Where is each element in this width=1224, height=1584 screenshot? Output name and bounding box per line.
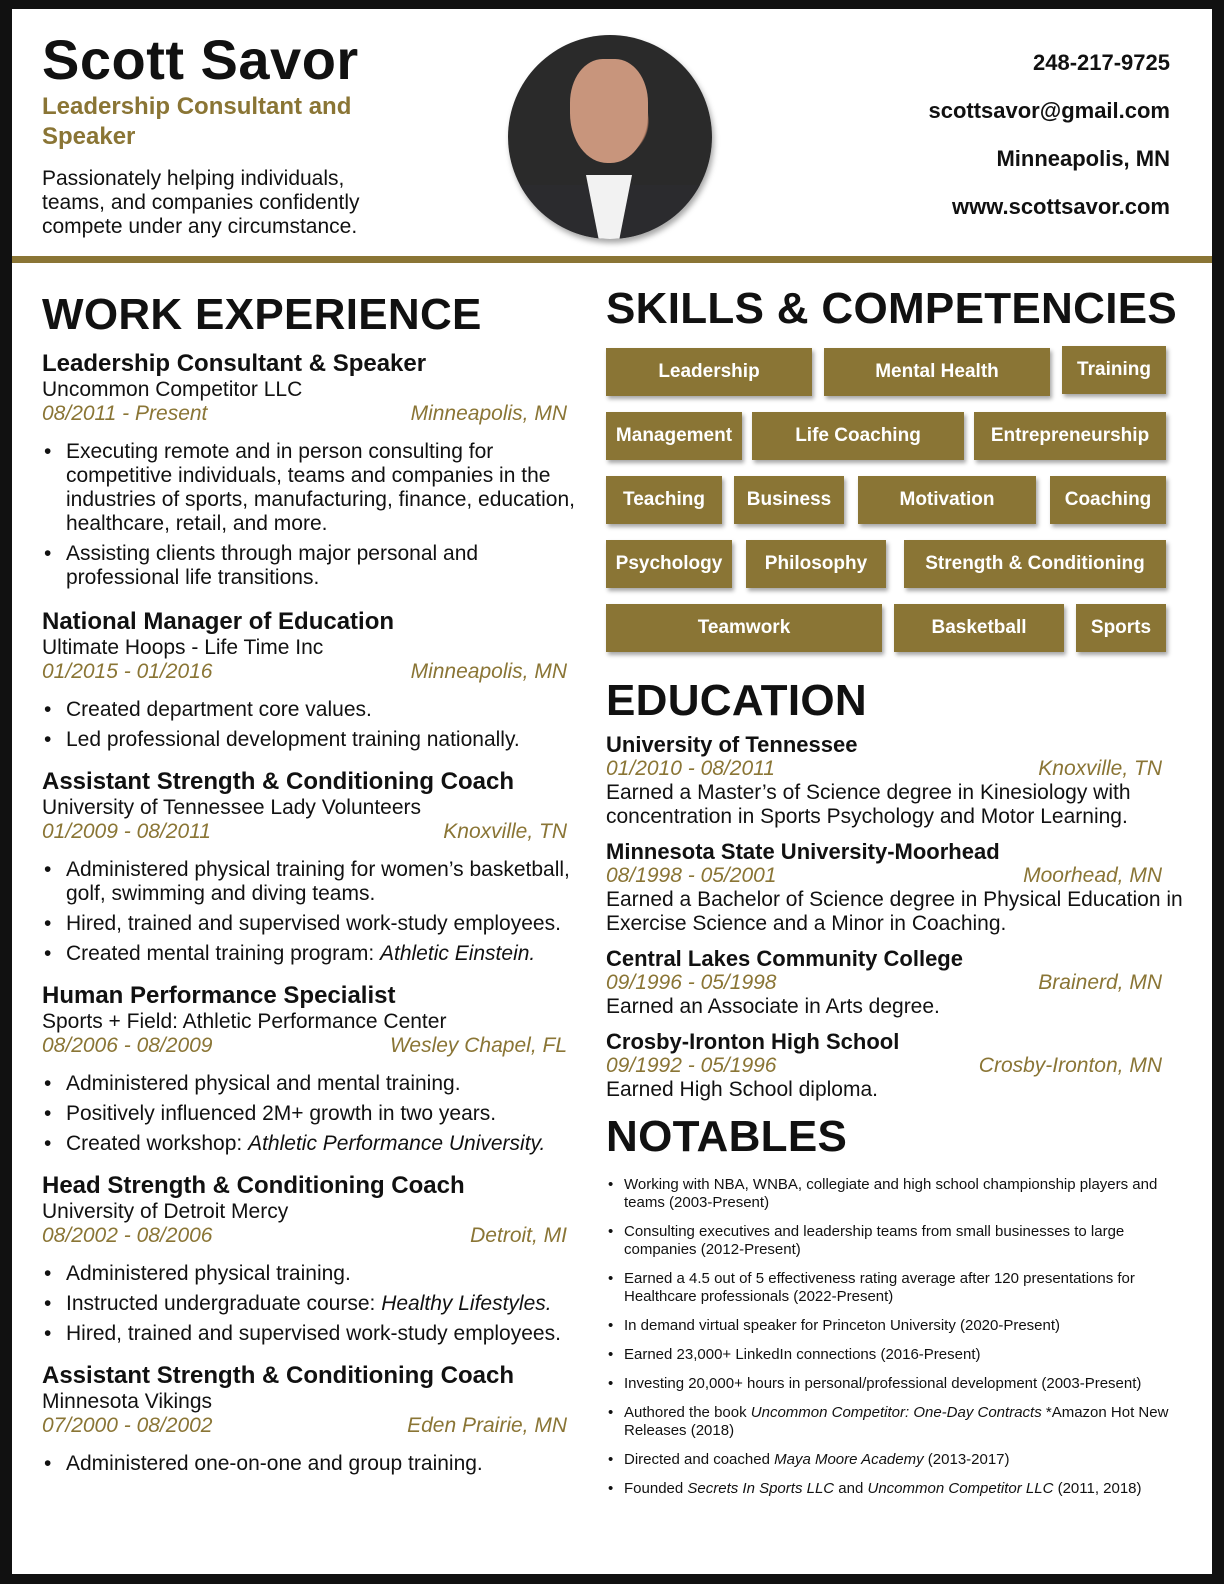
skills-grid [606,348,1186,718]
job-title: Assistant Strength & Conditioning Coach [42,1362,514,1389]
notable-item: • Earned 23,000+ LinkedIn connections (2016-Present) [606,1346,1186,1364]
contact-website[interactable]: www.scottsavor.com [951,194,1170,219]
job-bullet: • Created mental training program: Athletic Einstein. [42,942,587,966]
school-location: Knoxville, TN [1038,757,1162,780]
section-heading-notables: NOTABLES [606,1112,848,1161]
job-org: Ultimate Hoops - Life Time Inc [42,636,324,659]
job-org: University of Detroit Mercy [42,1200,289,1223]
job-bullet: • Instructed undergraduate course: Healthy Lifestyles. [42,1292,587,1316]
school-description: Earned a Bachelor of Science degree in Physical Education in Exercise Science and a Minor in Coaching. [606,888,1183,935]
job-title: Leadership Consultant & Speaker [42,350,427,377]
job-dates: 07/2000 - 08/2002 [42,1414,213,1437]
job-bullet: • Executing remote and in person consulting for competitive individuals, teams and companies in the industries of sports, manufacturing, finance, education, healthcare, retail, and more. [42,440,587,536]
skill-tag: Mental Health [824,348,1050,396]
job-bullet: • Administered physical training for women’s basketball, golf, swimming and diving teams. [42,858,587,906]
job-title: Head Strength & Conditioning Coach [42,1172,465,1199]
job-bullet: • Created department core values. [42,698,587,722]
education-entry [606,946,1186,1019]
skill-tag: Psychology [606,540,732,588]
notable-item: • Consulting executives and leadership teams from small businesses to large companies (2012-Present) [606,1223,1186,1259]
skill-tag: Coaching [1050,476,1166,524]
school-dates: 01/2010 - 08/2011 [606,757,775,780]
job-location: Knoxville, TN [443,820,567,843]
school-location: Brainerd, MN [1038,971,1162,994]
job-bullet: • Administered one-on-one and group training. [42,1452,587,1476]
notable-item: • Earned a 4.5 out of 5 effectiveness rating average after 120 presentations for Healthcare professionals (2022-Present) [606,1270,1186,1306]
skill-tag: Training [1062,346,1166,394]
job-location: Wesley Chapel, FL [389,1034,567,1057]
notable-item: • Authored the book Uncommon Competitor: One-Day Contracts *Amazon Hot New Releases (2018) [606,1404,1186,1440]
job-org: Uncommon Competitor LLC [42,378,303,401]
school-name: Central Lakes Community College [606,946,963,971]
school-name: Minnesota State University-Moorhead [606,839,1000,864]
school-location: Crosby-Ironton, MN [978,1054,1162,1077]
school-location: Moorhead, MN [1023,864,1162,887]
education-list [606,732,1186,1102]
program-name: Athletic Einstein. [380,942,536,965]
job-dates: 08/2006 - 08/2009 [42,1034,213,1057]
job-entry [42,350,587,590]
notable-item: • Directed and coached Maya Moore Academy (2013-2017) [606,1451,1186,1469]
job-entry [42,1172,587,1346]
school-name: Crosby-Ironton High School [606,1029,900,1054]
skill-tag: Teamwork [606,604,882,652]
workshop-name: Athletic Performance University. [248,1132,546,1155]
section-heading-work: WORK EXPERIENCE [42,290,482,339]
skill-tag: Management [606,412,742,460]
job-location: Minneapolis, MN [410,660,567,683]
school-dates: 09/1996 - 05/1998 [606,971,777,994]
section-heading-education: EDUCATION [606,676,867,725]
job-entry [42,1362,587,1476]
candidate-role: Leadership Consultant and Speaker [42,93,352,150]
school-dates: 09/1992 - 05/1996 [606,1054,777,1077]
job-title: Human Performance Specialist [42,982,396,1009]
job-bullet: • Positively influenced 2M+ growth in two years. [42,1102,587,1126]
education-entry [606,1029,1186,1102]
job-dates: 01/2009 - 08/2011 [42,820,211,843]
notable-item: • Founded Secrets In Sports LLC and Uncommon Competitor LLC (2011, 2018) [606,1480,1186,1498]
school-dates: 08/1998 - 05/2001 [606,864,777,887]
education-entry [606,839,1186,936]
skill-tag: Life Coaching [752,412,964,460]
candidate-tagline: Passionately helping individuals, teams, and companies confidently compete under any circumstance. [42,167,360,238]
job-title: National Manager of Education [42,608,395,635]
job-bullet: • Administered physical training. [42,1262,587,1286]
book-title: Uncommon Competitor: One-Day Contracts [750,1404,1042,1421]
job-bullet: • Hired, trained and supervised work-study employees. [42,912,587,936]
job-entry [42,982,587,1156]
profile-photo [508,35,712,239]
school-description: Earned an Associate in Arts degree. [606,995,940,1018]
school-name: University of Tennessee [606,732,858,757]
notable-item: • In demand virtual speaker for Princeton University (2020-Present) [606,1317,1186,1335]
job-dates: 08/2011 - Present [42,402,208,425]
company-name: Secrets In Sports LLC [687,1480,835,1497]
job-title: Assistant Strength & Conditioning Coach [42,768,514,795]
skill-tag: Motivation [858,476,1036,524]
skill-tag: Philosophy [746,540,886,588]
job-location: Detroit, MI [470,1224,567,1247]
skill-tag: Sports [1076,604,1166,652]
contact-location: Minneapolis, MN [996,146,1170,171]
job-org: Minnesota Vikings [42,1390,213,1413]
notable-item: • Working with NBA, WNBA, collegiate and high school championship players and teams (2003-Present) [606,1176,1186,1212]
job-entry [42,768,587,966]
section-heading-skills: SKILLS & COMPETENCIES [606,284,1178,333]
notable-item: • Investing 20,000+ hours in personal/professional development (2003-Present) [606,1375,1186,1393]
job-location: Minneapolis, MN [410,402,567,425]
skill-tag: Leadership [606,348,812,396]
academy-name: Maya Moore Academy [774,1451,924,1468]
job-bullet: • Created workshop: Athletic Performance University. [42,1132,587,1156]
job-org: University of Tennessee Lady Volunteers [42,796,422,819]
job-entry [42,608,587,752]
candidate-name: Scott Savor [42,28,359,91]
job-dates: 01/2015 - 01/2016 [42,660,213,683]
skill-tag: Business [734,476,844,524]
skill-tag: Strength & Conditioning [904,540,1166,588]
school-description: Earned a Master’s of Science degree in Kinesiology with concentration in Sports Psychology and Motor Learning. [606,781,1131,828]
company-name: Uncommon Competitor LLC [867,1480,1054,1497]
job-org: Sports + Field: Athletic Performance Center [42,1010,447,1033]
skill-tag: Entrepreneurship [974,412,1166,460]
job-bullet: • Led professional development training nationally. [42,728,587,752]
job-location: Eden Prairie, MN [407,1414,567,1437]
work-experience-section [42,290,587,1482]
job-bullet: • Administered physical and mental training. [42,1072,587,1096]
contact-email[interactable]: scottsavor@gmail.com [928,98,1170,123]
skill-tag: Basketball [894,604,1064,652]
resume-header [12,9,1212,261]
job-dates: 08/2002 - 08/2006 [42,1224,213,1247]
education-entry [606,732,1186,829]
job-bullet: • Hired, trained and supervised work-study employees. [42,1322,587,1346]
right-column [606,284,1186,1509]
course-name: Healthy Lifestyles. [381,1292,552,1315]
contact-block [928,49,1170,241]
job-bullet: • Assisting clients through major personal and professional life transitions. [42,542,587,590]
skill-tag: Teaching [606,476,722,524]
header-divider [12,256,1212,263]
contact-phone: 248-217-9725 [1032,50,1170,75]
notables-list [606,1176,1186,1498]
school-description: Earned High School diploma. [606,1078,878,1101]
